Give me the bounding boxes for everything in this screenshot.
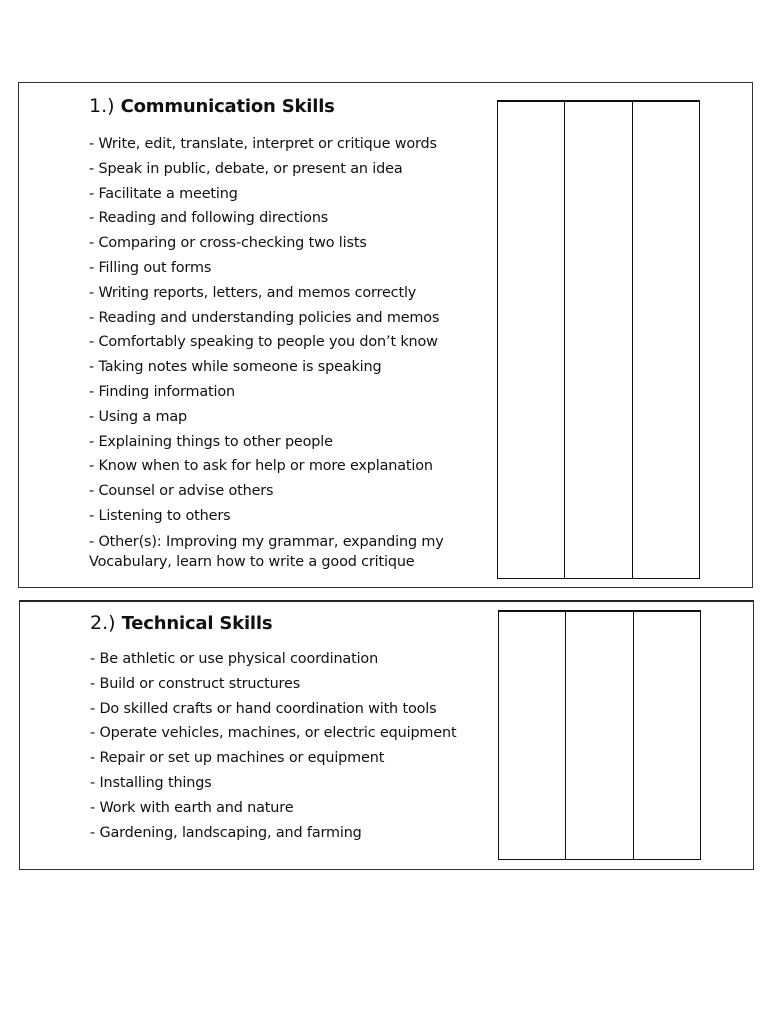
- skill-item: - Writing reports, letters, and memos correctly: [89, 284, 417, 301]
- skill-item: - Comfortably speaking to people you don’t know: [89, 334, 438, 351]
- skill-item-other: - Other(s): Improving my grammar, expanding my Vocabulary, learn how to write a good critique: [89, 533, 444, 570]
- skill-item: - Reading and understanding policies and memos: [89, 309, 440, 326]
- rating-column[interactable]: [565, 612, 632, 859]
- technical-skills-section: [19, 600, 754, 870]
- skill-item: - Build or construct structures: [90, 675, 301, 692]
- skill-item: - Installing things: [90, 774, 212, 791]
- section-heading: [89, 94, 335, 119]
- section-title: Technical Skills: [121, 613, 273, 634]
- skill-item: - Facilitate a meeting: [89, 185, 238, 202]
- skill-list: [89, 132, 489, 572]
- section-number: 2.): [90, 612, 116, 634]
- skill-item: - Finding information: [89, 383, 235, 400]
- rating-grid: [497, 100, 700, 579]
- skill-item: - Comparing or cross-checking two lists: [89, 235, 367, 252]
- communication-skills-section: [18, 82, 753, 588]
- rating-column[interactable]: [632, 102, 699, 578]
- skill-list: [90, 647, 490, 845]
- skill-item: - Speak in public, debate, or present an idea: [89, 160, 403, 177]
- section-number: 1.): [89, 95, 115, 117]
- rating-column[interactable]: [564, 102, 631, 578]
- skill-item: - Explaining things to other people: [89, 433, 333, 450]
- skill-item: - Taking notes while someone is speaking: [89, 359, 382, 376]
- skill-item: - Filling out forms: [89, 259, 212, 276]
- skill-item: - Using a map: [89, 408, 188, 425]
- skill-item: - Be athletic or use physical coordination: [90, 651, 379, 667]
- rating-column[interactable]: [498, 102, 564, 578]
- skill-item: - Work with earth and nature: [90, 799, 294, 816]
- skill-item: - Reading and following directions: [89, 210, 329, 227]
- skill-item: - Write, edit, translate, interpret or critique words: [89, 136, 437, 152]
- section-heading: [90, 611, 272, 636]
- skill-item: - Operate vehicles, machines, or electric equipment: [90, 725, 457, 742]
- skill-item: - Repair or set up machines or equipment: [90, 750, 385, 767]
- section-title: Communication Skills: [120, 96, 335, 117]
- skill-item: - Counsel or advise others: [89, 483, 274, 500]
- rating-column[interactable]: [499, 612, 565, 859]
- skill-item: - Gardening, landscaping, and farming: [90, 824, 362, 841]
- rating-column[interactable]: [633, 612, 700, 859]
- skill-item: - Listening to others: [89, 507, 231, 524]
- skill-item: - Do skilled crafts or hand coordination with tools: [90, 700, 437, 717]
- skill-item: - Know when to ask for help or more explanation: [89, 458, 433, 475]
- rating-grid: [498, 610, 701, 860]
